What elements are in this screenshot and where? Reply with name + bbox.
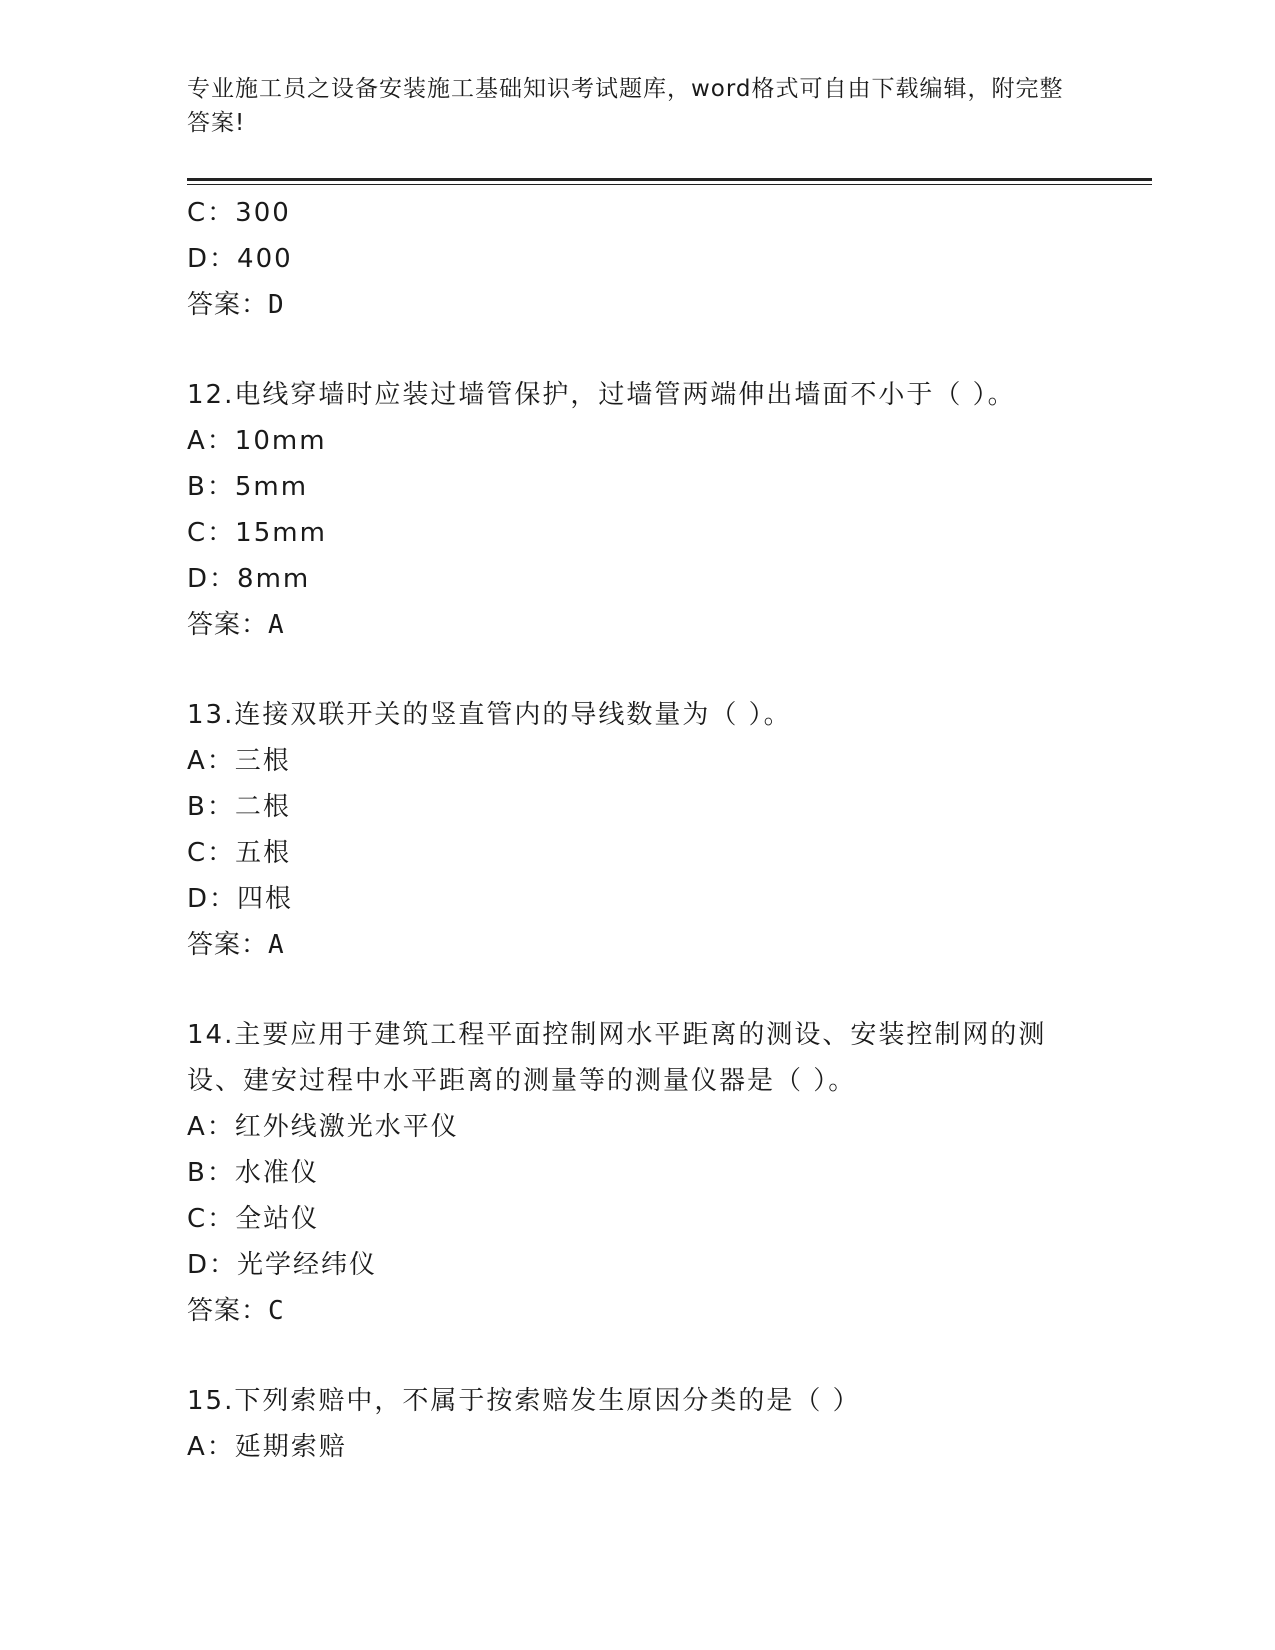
option-label: A： (187, 1112, 235, 1142)
question-block-13 (187, 692, 1107, 968)
option-label: C： (187, 1204, 236, 1234)
option-d (187, 236, 1107, 282)
option-label: D： (187, 1250, 238, 1280)
option-text: 延期索赔 (234, 1432, 347, 1462)
answer-line: 答案：C (187, 1296, 285, 1326)
option-text: 5mm (234, 472, 309, 502)
spacer (187, 648, 1107, 692)
option-b (187, 784, 1107, 830)
option-label: D： (187, 244, 238, 274)
option-a (187, 418, 1107, 464)
option-c (187, 830, 1107, 876)
option-label: C： (187, 518, 236, 548)
option-label: A： (187, 746, 235, 776)
option-d (187, 876, 1107, 922)
option-label: D： (187, 564, 238, 594)
option-text: 15mm (235, 518, 327, 548)
option-c (187, 510, 1107, 556)
option-text: 400 (237, 244, 293, 274)
option-label: A： (187, 426, 235, 456)
option-a (187, 1104, 1107, 1150)
option-text: 全站仪 (235, 1204, 320, 1234)
option-d (187, 556, 1107, 602)
header-rule-thick (187, 178, 1152, 181)
option-label: C： (187, 198, 236, 228)
option-c (187, 190, 1107, 236)
option-text: 300 (235, 198, 291, 228)
option-text: 三根 (234, 746, 291, 776)
option-text: 光学经纬仪 (237, 1250, 378, 1280)
option-b (187, 464, 1107, 510)
question-block-11 (187, 190, 1107, 328)
spacer (187, 328, 1107, 372)
header-title: 专业施工员之设备安装施工基础知识考试题库，word格式可自由下载编辑，附完整答案! (187, 76, 1064, 136)
question-stem: 13.连接双联开关的竖直管内的导线数量为（ ）。 (187, 700, 792, 730)
option-c (187, 1196, 1107, 1242)
option-a (187, 738, 1107, 784)
option-label: B： (187, 792, 235, 822)
question-stem: 15.下列索赔中，不属于按索赔发生原因分类的是（ ） (187, 1386, 861, 1416)
document-header (187, 72, 1067, 140)
header-rule-thin (187, 184, 1152, 185)
question-block-12 (187, 372, 1107, 648)
option-label: D： (187, 884, 238, 914)
option-label: C： (187, 838, 236, 868)
option-text: 四根 (237, 884, 294, 914)
spacer (187, 968, 1107, 1012)
document-body (187, 190, 1107, 1470)
question-block-15 (187, 1378, 1107, 1470)
question-stem-line-1: 14.主要应用于建筑工程平面控制网水平距离的测设、安装控制网的测 (187, 1020, 1047, 1050)
spacer (187, 1334, 1107, 1378)
option-text: 10mm (234, 426, 327, 456)
option-text: 水准仪 (234, 1158, 319, 1188)
option-text: 二根 (234, 792, 291, 822)
option-text: 8mm (237, 564, 311, 594)
answer-line: 答案：A (187, 610, 285, 640)
option-d (187, 1242, 1107, 1288)
answer-line: 答案：A (187, 930, 285, 960)
option-label: A： (187, 1432, 235, 1462)
question-stem: 12.电线穿墙时应装过墙管保护，过墙管两端伸出墙面不小于（ ）。 (187, 380, 1016, 410)
option-b (187, 1150, 1107, 1196)
option-text: 红外线激光水平仪 (234, 1112, 459, 1142)
question-block-14 (187, 1012, 1107, 1334)
option-text: 五根 (235, 838, 292, 868)
answer-line: 答案：D (187, 290, 285, 320)
question-stem-line-2: 设、建安过程中水平距离的测量等的测量仪器是（ ）。 (187, 1066, 857, 1096)
option-a (187, 1424, 1107, 1470)
option-label: B： (187, 1158, 235, 1188)
option-label: B： (187, 472, 235, 502)
